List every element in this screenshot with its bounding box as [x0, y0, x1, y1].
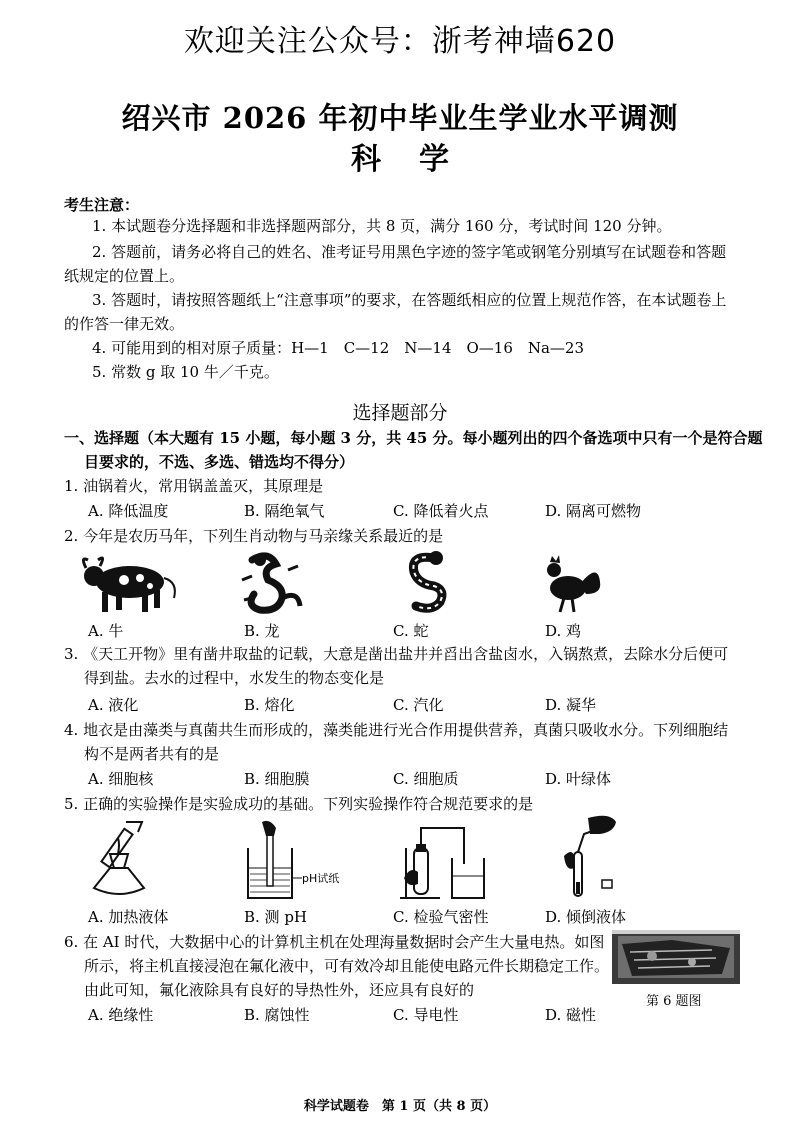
q2-option-c: C. 蛇: [393, 622, 429, 640]
immersion-cooling-photo: [612, 930, 740, 984]
notice-item-2: 2. 答题前，请务必将自己的姓名、准考证号用黑色字迹的签字笔或钢笔分别填写在试题卷和答题: [92, 243, 727, 261]
q1-option-a: A. 降低温度: [88, 502, 169, 520]
q1-option-c: C. 降低着火点: [393, 502, 489, 520]
snake-icon: [404, 550, 448, 614]
notice-item-2-cont: 纸规定的位置上。: [64, 267, 185, 285]
notice-item-1: 1. 本试题卷分选择题和非选择题两部分，共 8 页，满分 160 分，考试时间 120 分钟。: [92, 217, 672, 235]
exam-title: 绍兴市 2026 年初中毕业生学业水平调测: [121, 101, 679, 135]
ph-paper-label: pH试纸: [302, 872, 340, 885]
q5-option-d: D. 倾倒液体: [545, 908, 627, 926]
notice-item-3-cont: 的作答一律无效。: [64, 315, 185, 333]
q6-option-a: A. 绝缘性: [88, 1006, 154, 1024]
pouring-liquid-illustration: [544, 812, 624, 904]
air-tightness-illustration: [396, 818, 506, 902]
ox-icon: [80, 552, 180, 614]
q3-option-a: A. 液化: [88, 696, 139, 714]
notice-item-4: 4. 可能用到的相对原子质量：H—1 C—12 N—14 O—16 Na—23: [92, 339, 585, 357]
q3-stem-line1: 3. 《天工开物》里有凿井取盐的记载，大意是凿出盐井并舀出含盐卤水，入锅熬煮，去除水分后便可: [64, 645, 729, 663]
q3-option-c: C. 汽化: [393, 696, 444, 714]
notice-item-5: 5. 常数 g 取 10 牛／千克。: [92, 363, 279, 381]
q6-stem-line2: 所示，将主机直接浸泡在氟化液中，可有效冷却且能使电路元件长期稳定工作。: [84, 957, 610, 975]
q4-option-a: A. 细胞核: [88, 770, 154, 788]
q2-stem: 2. 今年是农历马年，下列生肖动物与马亲缘关系最近的是: [64, 527, 444, 545]
heating-liquid-illustration: [84, 818, 154, 902]
q5-option-b: B. 测 pH: [244, 908, 308, 926]
q4-option-b: B. 细胞膜: [244, 770, 310, 788]
ph-test-illustration: [240, 818, 360, 902]
rooster-icon: [540, 554, 604, 614]
q2-option-a: A. 牛: [88, 622, 124, 640]
q4-stem-line2: 构不是两者共有的是: [84, 745, 220, 763]
notice-heading: 考生注意：: [64, 196, 140, 214]
q5-option-a: A. 加热液体: [88, 908, 169, 926]
q6-option-c: C. 导电性: [393, 1006, 459, 1024]
part-heading-2: 目要求的，不选、多选、错选均不得分）: [84, 453, 355, 471]
q3-stem-line2: 得到盐。去水的过程中，水发生的物态变化是: [84, 669, 385, 687]
q1-option-b: B. 隔绝氧气: [244, 502, 325, 520]
notice-item-3: 3. 答题时，请按照答题纸上“注意事项”的要求，在答题纸相应的位置上规范作答，在本试题卷上: [92, 291, 727, 309]
q3-option-b: B. 熔化: [244, 696, 295, 714]
subject-title: 科学: [351, 142, 487, 177]
q6-option-d: D. 磁性: [545, 1006, 597, 1024]
q6-option-b: B. 腐蚀性: [244, 1006, 310, 1024]
q2-option-b: B. 龙: [244, 622, 280, 640]
q4-option-c: C. 细胞质: [393, 770, 459, 788]
q6-figure-caption: 第 6 题图: [646, 994, 702, 1009]
q1-stem: 1. 油锅着火，常用锅盖盖灭，其原理是: [64, 477, 324, 495]
page-footer: 科学试题卷 第 1 页（共 8 页）: [303, 1099, 497, 1114]
section-title: 选择题部分: [352, 402, 448, 424]
header-note: 欢迎关注公众号：浙考神墙620: [183, 24, 617, 59]
q5-stem: 5. 正确的实验操作是实验成功的基础。下列实验操作符合规范要求的是: [64, 795, 534, 813]
q2-option-d: D. 鸡: [545, 622, 582, 640]
part-heading-1: 一、选择题（本大题有 15 小题，每小题 3 分，共 45 分。每小题列出的四个备选项中只有一个是符合题: [64, 429, 763, 447]
q6-stem-line1: 6. 在 AI 时代，大数据中心的计算机主机在处理海量数据时会产生大量电热。如图: [64, 933, 605, 951]
dragon-icon: [238, 550, 308, 618]
q4-stem-line1: 4. 地衣是由藻类与真菌共生而形成的，藻类能进行光合作用提供营养，真菌只吸收水分。下列细胞结: [64, 721, 729, 739]
q6-stem-line3: 由此可知，氟化液除具有良好的导热性外，还应具有良好的: [84, 981, 475, 999]
q3-option-d: D. 凝华: [545, 696, 597, 714]
q5-option-c: C. 检验气密性: [393, 908, 489, 926]
q1-option-d: D. 隔离可燃物: [545, 502, 642, 520]
q4-option-d: D. 叶绿体: [545, 770, 612, 788]
